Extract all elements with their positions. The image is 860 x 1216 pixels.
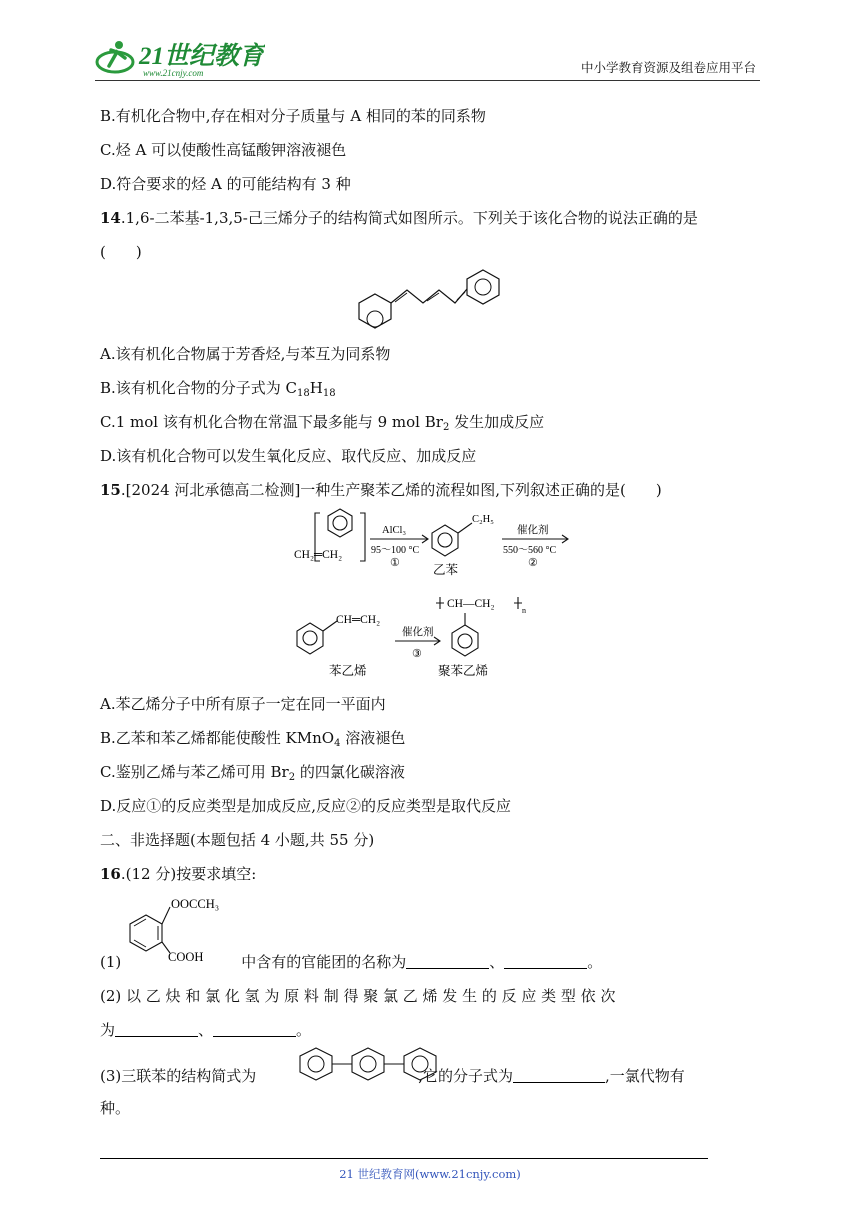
q14-stem-text: .1,6-二苯基-1,3,5-己三烯分子的结构简式如图所示。下列关于该化合物的说法正确的是 xyxy=(120,209,698,227)
q16-part3: (3)三联苯的结构简式为 ,它的分子式为 ,一氯代物有 xyxy=(100,1067,685,1085)
svg-text:n: n xyxy=(522,606,526,615)
answer-blank[interactable] xyxy=(406,954,489,969)
footer-divider xyxy=(100,1158,708,1159)
styrene-label: 苯乙烯 xyxy=(329,664,367,678)
question-number: 15 xyxy=(100,481,121,499)
svg-text:21世纪教育: 21世纪教育 xyxy=(139,43,265,70)
answer-blank[interactable] xyxy=(213,1022,296,1037)
q15-stem-text: .[2024 河北承德高二检测]一种生产聚苯乙烯的流程如图,下列叙述正确的是( ) xyxy=(120,481,662,499)
question-number: 14 xyxy=(100,209,121,227)
q15-option-d: D.反应①的反应类型是加成反应,反应②的反应类型是取代反应 xyxy=(100,797,512,815)
q15-option-c: C.鉴别乙烯与苯乙烯可用 $Br_2$ 的四氯化碳溶液 xyxy=(100,763,405,783)
svg-text:③: ③ xyxy=(412,648,422,660)
polystyrene-process-scheme xyxy=(290,505,580,680)
site-logo xyxy=(95,36,265,78)
q15-option-b: B.乙苯和苯乙烯都能使酸性 KMnO$_4$ 溶液褪色 xyxy=(100,729,406,749)
svg-text:CH—CH₂: CH—CH₂ xyxy=(447,598,495,610)
section-heading: 二、非选择题(本题包括 4 小题,共 55 分) xyxy=(100,831,375,849)
q14-option-b: B.该有机化合物的分子式为 $C_{18}H_{18}$ xyxy=(100,379,336,399)
svg-text:②: ② xyxy=(528,557,538,569)
polystyrene-label: 聚苯乙烯 xyxy=(438,664,489,678)
answer-blank[interactable] xyxy=(513,1068,605,1083)
q14-option-d: D.该有机化合物可以发生氧化反应、取代反应、加成反应 xyxy=(100,447,477,465)
svg-text:550～560 °C: 550～560 °C xyxy=(503,545,557,556)
svg-text:AlCl₃: AlCl₃ xyxy=(382,525,407,536)
terphenyl-structure xyxy=(298,1044,440,1086)
page-header xyxy=(95,32,760,81)
svg-text:95～100 °C: 95～100 °C xyxy=(371,545,420,556)
q14-option-c: C.1 mol 该有机化合物在常温下最多能与 9 mol $Br_2$ 发生加成反应 xyxy=(100,413,545,433)
q16-part2-line2: 为 、 。 xyxy=(100,1021,312,1039)
q13-option-c: C.烃 A 可以使酸性高锰酸钾溶液褪色 xyxy=(100,141,347,159)
svg-text:①: ① xyxy=(390,557,400,569)
header-tagline: 中小学教育资源及组卷应用平台 xyxy=(580,60,756,75)
ethylbenzene-label: 乙苯 xyxy=(433,563,459,577)
answer-blank[interactable] xyxy=(115,1022,198,1037)
q13-option-b: B.有机化合物中,存在相对分子质量与 A 相同的苯的同系物 xyxy=(100,107,486,125)
svg-text:催化剂: 催化剂 xyxy=(402,627,434,638)
page-footer: 21 世纪教育网(www.21cnjy.com) xyxy=(339,1167,521,1181)
svg-text:www.21cnjy.com: www.21cnjy.com xyxy=(143,68,204,78)
q15-stem xyxy=(100,479,662,500)
diphenylhexatriene-structure xyxy=(355,262,505,334)
answer-blank[interactable] xyxy=(504,954,587,969)
ethylene-label: CH₂═CH₂ xyxy=(294,549,343,561)
q14-answer-paren: ( ) xyxy=(100,243,142,261)
q14-stem xyxy=(100,207,698,228)
q16-stem: 16.(12 分)按要求填空: xyxy=(100,865,257,883)
svg-text:COOH: COOH xyxy=(168,950,204,964)
svg-text:CH═CH₂: CH═CH₂ xyxy=(336,614,381,626)
q15-option-a: A.苯乙烯分子中所有原子一定在同一平面内 xyxy=(100,695,386,713)
svg-text:OOCCH₃: OOCCH₃ xyxy=(171,897,220,911)
svg-text:C₂H₅: C₂H₅ xyxy=(472,514,494,525)
question-number: 16 xyxy=(100,865,121,883)
q13-option-d: D.符合要求的烃 A 的可能结构有 3 种 xyxy=(100,175,351,193)
q14-option-a: A.该有机化合物属于芳香烃,与苯互为同系物 xyxy=(100,345,391,363)
q16-part1: (1) 中含有的官能团的名称为 、 。 xyxy=(100,953,603,971)
q16-part2-line1: (2) 以 乙 炔 和 氯 化 氢 为 原 料 制 得 聚 氯 乙 烯 发 生 的 反 应 类 型 依 次 xyxy=(100,987,616,1005)
q16-part3-line2: 种。 xyxy=(100,1099,131,1117)
svg-text:催化剂: 催化剂 xyxy=(517,525,549,536)
